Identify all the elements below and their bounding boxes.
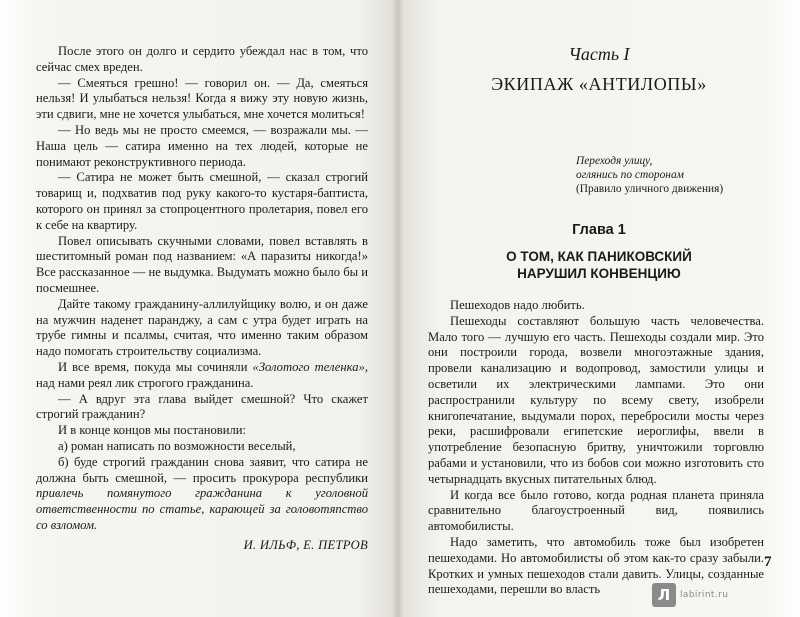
paragraph: И в конце концов мы постановили: — [58, 423, 246, 438]
authors-signature: И. ИЛЬФ, Е. ПЕТРОВ — [243, 537, 368, 552]
paragraph — [36, 360, 368, 392]
right-page — [398, 0, 800, 617]
paragraph: — А вдруг эта глава выйдет смешной? Что скажет строгий гражданин? — [36, 391, 368, 422]
part-title: Часть I — [568, 44, 630, 64]
page-number: 7 — [764, 554, 772, 570]
paragraph: После этого он долго и сердито убеждал нас в том, что сейчас смех вреден. — [36, 44, 368, 74]
paragraph: — Но ведь мы не просто смеемся, — возражали мы. — Наша цель — сатира именно на тех людей, которые не понимают реконструктивного периода. — [36, 122, 368, 169]
paragraph — [36, 455, 368, 534]
left-page — [0, 0, 398, 617]
paragraph: И когда все было готово, когда родная планета приняла сравнительно благоустроенный вид, появились автомобилисты. — [428, 487, 764, 534]
paragraph: — Сатира не может быть смешной, — сказал строгий товарищ и, подхватив под руку какого-то кустаря-баптиста, которого он принял за стопроцентного пролетария, повел его к себе на квартиру. — [36, 170, 368, 232]
text-run: , над нами реял лик строгого гражданина. — [36, 359, 368, 390]
chapter-name-line: НАРУШИЛ КОНВЕНЦИЮ — [517, 266, 681, 281]
epigraph-source: (Правило уличного движения) — [576, 183, 724, 195]
watermark-logo-icon: Л — [652, 583, 676, 607]
right-page-text — [428, 298, 764, 598]
italic-run: привлечь помянутого гражданина к уголовной ответственности по статье, карающей за головотяпство со взломом. — [36, 486, 368, 532]
paragraph: Дайте такому гражданину-аллилуйщику волю, и он даже на мужчин наденет паранджу, а сам с утра будет играть на трубе гимны и псалмы, считая, что именно таким образом надо помогать строительству социализма. — [36, 296, 368, 359]
text-run: б) буде строгий гражданин снова заявит, что сатира не должна быть смешной, — просить прокурора республики — [36, 454, 368, 485]
paragraph: а) роман написать по возможности веселый, — [58, 438, 296, 453]
chapter-title: Глава 1 — [572, 222, 626, 238]
paragraph: — Смеяться грешно! — говорил он. — Да, смеяться нельзя! И улыбаться нельзя! Когда я вижу эту новую жизнь, эти сдвиги, мне не хочется улыбаться, мне хочется молиться! — [36, 75, 368, 122]
left-page-text — [36, 44, 368, 554]
text-run: И все время, покуда мы сочиняли — [58, 359, 253, 374]
watermark-text: labirint.ru — [680, 590, 729, 600]
epigraph-line: Переходя улицу, — [576, 155, 653, 167]
paragraph: Пешеходов надо любить. — [450, 298, 585, 312]
epigraph-line: оглянись по сторонам — [576, 169, 684, 181]
chapter-name-line: О ТОМ, КАК ПАНИКОВСКИЙ — [506, 249, 692, 264]
italic-title: «Золотого теленка» — [252, 359, 365, 374]
paragraph: Надо заметить, что автомобиль тоже был изобретен пешеходами. Но автомобилисты об этом как-то сразу забыли. Кротких и умных пешеходов стали давить. Улицы, созданные пешеходами, перешли во власть — [428, 534, 764, 597]
chapter-name — [398, 248, 800, 282]
paragraph: Повел описывать скучными словами, повел вставлять в шеститомный роман под названием: «А паразиты никогда!» Все рассказанное — не выдумка. Выдумать можно было бы и посмешнее. — [36, 233, 368, 295]
part-subtitle: ЭКИПАЖ «АНТИЛОПЫ» — [491, 74, 707, 94]
paragraph: Пешеходы составляют большую часть человечества. Мало того — лучшую его часть. Пешеходы создали мир. Это они построили города, возвели многоэтажные здания, провели канализацию и водопровод, замостили улицы и осветили их электрическими лампами. Это они распространили культуру по всему свету, изобрели книгопечатание, выдумали порох, перебросили мосты через реки, расшифровали египетские иероглифы, ввели в употребление безопасную бритву, уничтожили торговлю рабами и установили, что из бобов сои можно изготовить сто четырнадцать вкусных питательных блюд. — [428, 313, 764, 486]
epigraph — [576, 154, 776, 196]
